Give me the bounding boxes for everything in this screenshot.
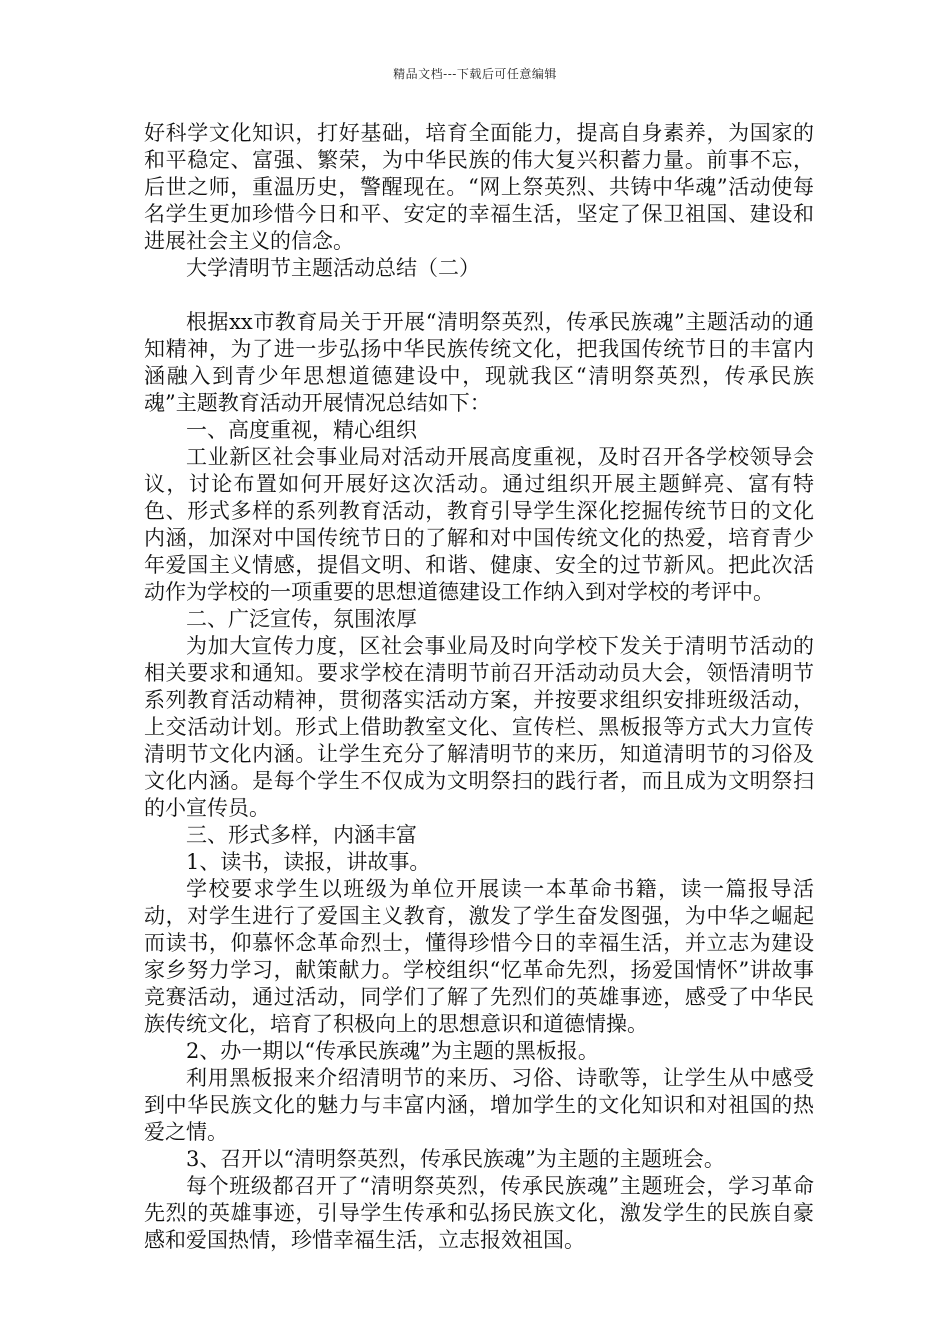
paragraph-three-three: 每个班级都召开了“清明祭英烈，传承民族魂”主题班会，学习革命先烈的英雄事迹，引导学生传承和弘扬民族文化，激发学生的民族自豪感和爱国热情，珍惜幸福生活，立志报效祖国。 bbox=[144, 1174, 814, 1252]
heading-one: 一、高度重视，精心组织 bbox=[186, 418, 417, 442]
page-header: 精品文档---下载后可任意编辑 bbox=[393, 67, 557, 81]
subheading-one: 1、读书，读报，讲故事。 bbox=[186, 850, 431, 874]
paragraph-continued: 好科学文化知识，打好基础，培育全面能力，提高自身素养，为国家的和平稳定、富强、繁荣，为中华民族的伟大复兴积蓄力量。前事不忘，后世之师，重温历史，警醒现在。“网上祭英烈、共铸中华魂”活动使每名学生更加珍惜今日和平、安定的幸福生活，坚定了保卫祖国、建设和进展社会主义的信念。 bbox=[144, 121, 814, 253]
paragraph-one: 工业新区社会事业局对活动开展高度重视，及时召开各学校领导会议，讨论布置如何开展好这次活动。通过组织开展主题鲜亮、富有特色、形式多样的系列教育活动，教育引导学生深化挖掘传统节日的文化内涵，加深对中国传统节日的了解和对中国传统文化的热爱，培育青少年爱国主义情感，提倡文明、和谐、健康、安全的过节新风。把此次活动作为学校的一项重要的思想道德建设工作纳入到对学校的考评中。 bbox=[144, 445, 814, 604]
document-body bbox=[144, 120, 814, 1254]
paragraph-two: 为加大宣传力度，区社会事业局及时向学校下发关于清明节活动的相关要求和通知。要求学校在清明节前召开活动动员大会，领悟清明节系列教育活动精神，贯彻落实活动方案，并按要求组织安排班级活动，上交活动计划。形式上借助教室文化、宣传栏、黑板报等方式大力宣传清明节文化内涵。让学生充分了解清明节的来历，知道清明节的习俗及文化内涵。是每个学生不仅成为文明祭扫的践行者，而且成为文明祭扫的小宣传员。 bbox=[144, 634, 814, 820]
heading-two: 二、广泛宣传，氛围浓厚 bbox=[186, 607, 417, 631]
paragraph-intro: 根据xx市教育局关于开展“清明祭英烈，传承民族魂”主题活动的通知精神，为了进一步弘扬中华民族传统文化，把我国传统节日的丰富内涵融入到青少年思想道德建设中，现就我区“清明祭英烈，传承民族魂”主题教育活动开展情况总结如下： bbox=[144, 310, 814, 415]
blank-line bbox=[144, 282, 814, 309]
heading-three: 三、形式多样，内涵丰富 bbox=[186, 823, 417, 847]
subheading-two: 2、办一期以“传承民族魂”为主题的黑板报。 bbox=[186, 1039, 599, 1063]
subheading-three: 3、召开以“清明祭英烈，传承民族魂”为主题的主题班会。 bbox=[186, 1147, 725, 1171]
section-title: 大学清明节主题活动总结（二） bbox=[186, 256, 480, 280]
paragraph-three-one: 学校要求学生以班级为单位开展读一本革命书籍，读一篇报导活动，对学生进行了爱国主义教育，激发了学生奋发图强，为中华之崛起而读书，仰慕怀念革命烈士，懂得珍惜今日的幸福生活，并立志为建设家乡努力学习，献策献力。学校组织“忆革命先烈，扬爱国情怀”讲故事竞赛活动，通过活动，同学们了解了先烈们的英雄事迹，感受了中华民族传统文化，培育了积极向上的思想意识和道德情操。 bbox=[144, 877, 814, 1036]
paragraph-three-two: 利用黑板报来介绍清明节的来历、习俗、诗歌等，让学生从中感受到中华民族文化的魅力与丰富内涵，增加学生的文化知识和对祖国的热爱之情。 bbox=[144, 1066, 814, 1144]
